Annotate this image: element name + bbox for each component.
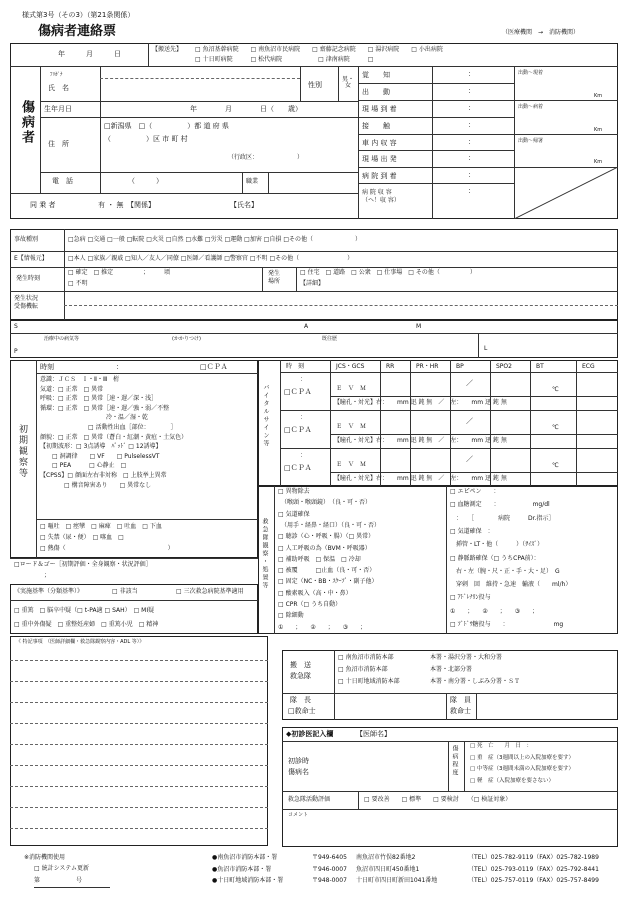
initial-observation-line[interactable]: □ 熱傷（ ） bbox=[40, 545, 174, 552]
address-line1[interactable]: □新潟県 □（ ）都 道 府 県 bbox=[104, 122, 229, 130]
treatment-right-item[interactable]: □ 血糖測定 ： mg/dl bbox=[450, 501, 550, 509]
crew-label: 搬 送 救急隊 bbox=[290, 661, 311, 680]
initial-observation-line[interactable]: 循環：□ 正常 □ 異常［速・遅／強・弱／不整 bbox=[40, 404, 170, 412]
captain-label: 隊 長 bbox=[290, 696, 311, 704]
time-row-value[interactable]: ： bbox=[468, 154, 475, 162]
treatment-right-item[interactable]: □ 気道確保 ： bbox=[450, 527, 494, 535]
contact-phone-fax: （TEL）025-782-9119（FAX）025-782-1989 bbox=[468, 854, 599, 861]
treatment-left-item[interactable]: □ 被覆 □止血（良・可・否） bbox=[278, 567, 376, 575]
contact-zip: 〒948-0007 bbox=[312, 877, 347, 884]
time-row-value[interactable]: ： bbox=[468, 187, 475, 195]
treatment-right-item[interactable]: □ ﾌﾞﾄﾞｳ糖投与 ： mg bbox=[450, 621, 564, 628]
vitals-header-cell: SPO2 bbox=[496, 363, 512, 370]
crew-unit-checkbox[interactable]: □ 南魚沼市消防本部 bbox=[338, 654, 394, 661]
road-and-go[interactable]: □ロード＆ゴー［初期評価・全身観察・状況評価］ bbox=[14, 561, 152, 568]
treatment-left-item[interactable]: （用手・経鼻・経口）（良・可・否） bbox=[278, 521, 381, 529]
time-row-label: 車 内 収 容 bbox=[362, 139, 397, 147]
vitals-header-cell: 時 刻 bbox=[286, 363, 305, 370]
treatment-right-item[interactable]: 穿刺 回 維持・急速 輸液（ ml/h） bbox=[450, 581, 572, 589]
contact-name: ●魚沼市消防本部・署 bbox=[212, 865, 272, 873]
treatment-side-label: 救急隊観察・処置等 bbox=[261, 518, 268, 590]
initial-observation-line[interactable]: □ 構音障害あり □ 異常なし bbox=[40, 481, 152, 489]
captain-emt-checkbox[interactable]: □救命士 bbox=[288, 707, 316, 715]
crew-unit-branches: 本署・南分署・しぶみ分署・ＳＴ bbox=[430, 678, 521, 685]
initial-observation-line[interactable]: □ PEA □ 心静止 □ bbox=[40, 462, 127, 470]
treatment-left-item[interactable]: □ 除細動 bbox=[278, 612, 304, 620]
doctor-section-header: ◆初診医記入欄 bbox=[286, 730, 334, 738]
place-detail[interactable]: 【詳細】 bbox=[300, 280, 325, 287]
address-label: 住 所 bbox=[48, 140, 69, 148]
crew-unit-branches: 本署・北部分署 bbox=[430, 666, 473, 673]
time-row-label: 覚 知 bbox=[362, 71, 390, 79]
sample-a: A bbox=[304, 323, 309, 330]
treatment-left-item[interactable]: □ 固定（NC・BB・ｽｸｰﾌﾟ・副子他） bbox=[278, 578, 378, 586]
distance-dispatch-hospital: 出動～病着 bbox=[518, 104, 544, 110]
observation-time-label: 時刻 bbox=[40, 363, 54, 371]
evaluation-options[interactable]: □ 要改善 □ 標準 □ 要検討 （□ 検証対象） bbox=[364, 796, 512, 803]
time-row-label: 病 院 収 容 （ヘ！収 容） bbox=[362, 189, 400, 204]
vitals-cpa-checkbox[interactable]: □ＣＰＡ bbox=[284, 388, 312, 396]
time-row-label: 出 動 bbox=[362, 88, 390, 96]
remarks-frame bbox=[10, 636, 268, 846]
vitals-header-cell: JCS・GCS bbox=[336, 363, 365, 370]
vitals-cpa-checkbox[interactable]: □ＣＰＡ bbox=[284, 426, 312, 434]
date-line[interactable]: 年 月 日 bbox=[58, 50, 121, 58]
contact-phone-fax: （TEL）025-757-0119（FAX）025-757-8499 bbox=[468, 877, 599, 884]
treatment-left-item[interactable]: □ 酸素吸入（高・中・鼻） bbox=[278, 589, 352, 597]
serial-number[interactable]: 第 号 bbox=[34, 877, 83, 884]
distance-dispatch-return: 出動～帰署 bbox=[518, 138, 544, 144]
tertiary-criteria[interactable]: □ 三次救急病院基準適用 bbox=[176, 588, 244, 595]
onset-time-options[interactable]: □ 確定 □ 推定 ； 頃 bbox=[68, 269, 171, 276]
vitals-time[interactable]: ： bbox=[300, 452, 307, 459]
vitals-bp-slash: ／ bbox=[466, 417, 473, 425]
contact-name: ●十日町地域消防本部・署 bbox=[212, 877, 284, 884]
initial-observation-line[interactable]: □ 活動性出血［部位： ］ bbox=[40, 424, 177, 431]
time-row-value[interactable]: ： bbox=[468, 104, 475, 112]
contact-address: 南魚沼市竹俣82番地2 bbox=[356, 854, 416, 861]
vitals-cpa-checkbox[interactable]: □ＣＰＡ bbox=[284, 464, 312, 472]
severity-option[interactable]: □ 死 亡 月 日 ： bbox=[470, 743, 532, 749]
severity-label: 傷病程度 bbox=[451, 745, 458, 777]
km-unit-2: Km bbox=[594, 127, 603, 133]
fire-dept-use-note: ※消防機関使用 bbox=[24, 854, 66, 861]
treatment-left-item[interactable]: □ 異物除去 bbox=[278, 488, 310, 495]
vitals-celsius: ℃ bbox=[552, 424, 559, 431]
occupation-label: 職業 bbox=[246, 178, 259, 185]
initial-observation-line[interactable]: □ 失禁（尿・便） □ 喀血 □ bbox=[40, 534, 124, 541]
vitals-header-cell: PR・HR bbox=[416, 363, 439, 370]
vitals-header-cell: ECG bbox=[582, 363, 595, 370]
treatment-right-item[interactable]: □ エピペン ： bbox=[450, 488, 500, 495]
birth-value[interactable]: 年 月 日（ 歳） bbox=[190, 105, 302, 113]
companion-value[interactable]: 有 ・ 無 【関係】 bbox=[98, 201, 155, 209]
onset-time-label: 発生時刻 bbox=[16, 275, 41, 282]
form-number: 様式第3号（その3）（第21条関係） bbox=[22, 11, 135, 19]
info-source-label: E【情報元】 bbox=[14, 255, 48, 262]
accident-type-label: 事故種別 bbox=[14, 236, 39, 243]
treatment-right-item[interactable]: □ ｱﾄﾞﾚﾅﾘﾝ投与 bbox=[450, 594, 491, 602]
sex-label: 性別 bbox=[308, 81, 322, 89]
remarks-label: 《 特記事項 （医師詳細欄・救急隊観察内容・ADL 等）》 bbox=[16, 639, 145, 645]
evaluation-label: 救急隊活動評価 bbox=[288, 796, 331, 803]
treatment-right-item[interactable]: □ 静脈路確保（□ うちCPA前）： bbox=[450, 554, 540, 562]
time-row-value[interactable]: ： bbox=[468, 121, 475, 129]
vitals-pupil[interactable]: 【瞳孔・対光】右： mm 迅 鈍 無 ／ 左： mm 迅 鈍 無 bbox=[334, 437, 507, 444]
treatment-right-item[interactable]: ① ； ② ； ③ ； bbox=[450, 607, 539, 615]
time-row-label: 接 触 bbox=[362, 122, 390, 130]
sample-m: M bbox=[416, 323, 422, 330]
hospital-checkboxes-row2[interactable]: □ 十日町病院 □ 松代病院 □ 津南病院 □ bbox=[195, 56, 374, 63]
treatment-left-item[interactable]: □ CPR（□ うち自動） bbox=[278, 601, 342, 608]
vitals-time[interactable]: ： bbox=[300, 376, 307, 383]
km-unit-1: Km bbox=[594, 93, 603, 99]
address-line2[interactable]: （ ）区 市 町 村 bbox=[104, 135, 188, 143]
criteria-none[interactable]: □ 非該当 bbox=[112, 588, 138, 595]
vitals-header-cell: BT bbox=[536, 363, 544, 370]
member-emt-label: 救命士 bbox=[450, 707, 471, 715]
phone-value[interactable]: （ ） bbox=[128, 177, 163, 185]
past-history-label: 既往歴 bbox=[322, 336, 338, 342]
vitals-celsius: ℃ bbox=[552, 462, 559, 469]
initial-observation-line[interactable]: 【CPSS】□ 顔面左右非対称 □ 上肢挙上異常 bbox=[40, 472, 167, 479]
treatment-right-item[interactable]: ： ［ 病院 Dr.指示］ bbox=[450, 514, 555, 522]
crew-unit-branches: 本署・湯沢分署・大和分署 bbox=[430, 654, 503, 661]
contact-zip: 〒946-0007 bbox=[312, 865, 347, 873]
contact-phone-fax: （TEL）025-793-0119（FAX）025-792-8441 bbox=[468, 865, 599, 873]
initial-observation-line[interactable]: 冷・温／湿・乾 bbox=[40, 414, 149, 422]
time-row-value[interactable]: ： bbox=[468, 87, 475, 95]
stats-update-checkbox[interactable]: □ 統計システム更新 bbox=[34, 865, 89, 872]
time-row-label: 現 場 出 発 bbox=[362, 155, 397, 163]
vitals-header-cell: RR bbox=[386, 363, 395, 370]
crew-unit-checkbox[interactable]: □ 魚沼市消防本部 bbox=[338, 666, 388, 673]
current-illness-label: 治療中の病気等 bbox=[44, 336, 80, 342]
place-options[interactable]: □ 住宅 □ 道路 □ 公衆 □ 仕事場 □ その他（ ） bbox=[300, 269, 476, 276]
vitals-celsius: ℃ bbox=[552, 386, 559, 393]
name-label: 氏 名 bbox=[48, 84, 69, 92]
treatment-right-item[interactable]: 挿管・LT・他（ ）（ｻｲｽﾞ） bbox=[450, 541, 544, 549]
initial-observation-label: 初期観察等 bbox=[17, 424, 27, 479]
km-unit-3: Km bbox=[594, 159, 603, 165]
vitals-evm[interactable]: Ｅ Ｖ Ｍ bbox=[336, 461, 367, 468]
criteria-row2[interactable]: □ 重中外傷疑 □ 重整妊産婦 □ 重篤小児 □ 精神 bbox=[14, 621, 159, 628]
treatment-left-item[interactable]: （喉頭・喉頭鏡） （良・可・否） bbox=[278, 499, 372, 507]
destination-label: 【搬送先】 bbox=[152, 46, 183, 53]
doctor-name-label[interactable]: 【医師名】 bbox=[356, 730, 391, 738]
primary-doctor-label: (かかりつけ) bbox=[172, 336, 201, 342]
vitals-bp-slash: ／ bbox=[466, 379, 473, 387]
accident-type-options[interactable]: □急病 □交通 □一般 □転院 □火災 □自然 □水難 □労災 □運動 □加害 □自損 □その他（ ） bbox=[68, 236, 362, 243]
initial-observation-line[interactable]: 呼吸：□ 正常 □ 異常［速・遅／深・浅］ bbox=[40, 395, 158, 403]
diagnosis-label: 初診時 傷病名 bbox=[288, 757, 309, 776]
vitals-evm[interactable]: Ｅ Ｖ Ｍ bbox=[336, 423, 367, 430]
initial-observation-line[interactable]: □ 嘔吐 □ 痙攣 □ 麻痺 □ 吐血 □ 下血 bbox=[40, 523, 162, 530]
sample-p: P bbox=[14, 348, 18, 355]
treatment-left-item[interactable]: □ 補助呼吸 □ 保温 □ 冷却 bbox=[278, 555, 361, 563]
doctor-frame bbox=[282, 727, 618, 847]
time-row-value[interactable]: ： bbox=[468, 171, 475, 179]
road-and-go-sub: ； bbox=[44, 572, 51, 579]
initial-observation-line[interactable]: 【初期波形：□ 3点誘導 ﾊﾟｯﾄﾞ □ 12誘導】 bbox=[40, 443, 162, 451]
treatment-left-item[interactable]: □ 聴診（心・呼吸・腸）（□ 異常） bbox=[278, 533, 375, 541]
phone-label: 電 話 bbox=[52, 177, 73, 185]
direction-note: （医療機関 → 消防機関） bbox=[502, 29, 580, 36]
sample-history-frame bbox=[10, 320, 618, 358]
situation-label: 発生状況 受傷機転 bbox=[14, 295, 39, 311]
companion-name[interactable]: 【氏名】 bbox=[230, 201, 258, 209]
comment-label[interactable]: コメント bbox=[288, 812, 309, 818]
vitals-frame bbox=[258, 360, 618, 486]
vitals-bp-slash: ／ bbox=[466, 455, 473, 463]
time-row-label: 病 院 到 着 bbox=[362, 172, 397, 180]
vitals-evm[interactable]: Ｅ Ｖ Ｍ bbox=[336, 385, 367, 392]
time-row-value[interactable]: ： bbox=[468, 70, 475, 78]
criteria-label: 《実施基準（分類基準）》 bbox=[14, 588, 84, 595]
onset-unknown[interactable]: □ 不明 bbox=[68, 280, 88, 287]
contact-zip: 〒949-6405 bbox=[312, 854, 347, 861]
vitals-time[interactable]: ： bbox=[300, 414, 307, 421]
vitals-pupil[interactable]: 【瞳孔・対光】右： mm 迅 鈍 無 ／ 左： mm 迅 鈍 無 bbox=[334, 399, 507, 406]
page-title: 傷病者連絡票 bbox=[38, 24, 117, 39]
companion-label: 同 乗 者 bbox=[30, 201, 56, 209]
treatment-right-item[interactable]: 右・左（腕・尺・正・手・大・足） G bbox=[450, 567, 560, 575]
severity-option[interactable]: □ 中等症（3週間未満の入院加療を要す） bbox=[470, 766, 574, 772]
sample-l: L bbox=[484, 345, 488, 352]
observation-time-value[interactable]: ： bbox=[116, 363, 123, 371]
initial-observation-line[interactable]: 気道：□ 正常 □ 異常 bbox=[40, 385, 104, 393]
initial-observation-line[interactable]: □ 洞調律 □ VF □ PulselessVT bbox=[40, 452, 160, 460]
treatment-left-item[interactable]: □ 気道確保 bbox=[278, 510, 310, 518]
treatment-left-item[interactable]: □ 人工呼吸の為（BVM・呼吸器） bbox=[278, 544, 371, 552]
vitals-pupil[interactable]: 【瞳孔・対光】右： mm 迅 鈍 無 ／ 左： mm 迅 鈍 無 bbox=[334, 475, 507, 482]
member-label: 隊 員 bbox=[450, 696, 471, 704]
severity-option[interactable]: □ 軽 症（入院加療を要さない） bbox=[470, 777, 554, 784]
furigana-label: ﾌﾘｶﾞﾅ bbox=[50, 72, 63, 78]
contact-address: 十日町市四日町新田1041番地 bbox=[356, 877, 438, 884]
distance-dispatch-scene: 出動～現着 bbox=[518, 70, 544, 76]
ward-label[interactable]: （行政区： ） bbox=[228, 154, 304, 161]
initial-observation-line[interactable]: 顔貌：□ 正常 □ 異常（蒼白・紅潮・黄疸・土気色） bbox=[40, 433, 188, 441]
initial-observation-line[interactable]: 意識：ＪＣＳ Ｉ・Ⅱ・Ⅲ 桁 bbox=[40, 376, 120, 383]
diagonal-strike bbox=[514, 167, 618, 219]
treatment-left-item[interactable]: ① ； ② ； ③ ； bbox=[278, 623, 367, 631]
contact-name: ●南魚沼市消防本部・署 bbox=[212, 854, 278, 861]
cpa-checkbox[interactable]: □ＣＰＡ bbox=[200, 363, 228, 371]
sample-s: S bbox=[14, 323, 18, 330]
vitals-side-label: バイタルサイン等 bbox=[262, 384, 269, 448]
patient-section-label: 傷病者 bbox=[19, 100, 34, 145]
sex-options[interactable]: 男・女 bbox=[342, 76, 355, 89]
birth-label: 生年月日 bbox=[44, 105, 72, 113]
severity-option[interactable]: □ 重 症（3週間以上の入院加療を要す） bbox=[470, 754, 574, 761]
contact-address: 魚沼市四日町450番地1 bbox=[356, 865, 420, 873]
time-row-value[interactable]: ： bbox=[468, 138, 475, 146]
time-row-label: 現 場 到 着 bbox=[362, 105, 397, 113]
vitals-header-cell: BP bbox=[456, 363, 464, 370]
criteria-row1[interactable]: □ 重篤 □ 脳卒中疑（□ t-PA適 □ SAH） □ MI疑 bbox=[14, 607, 155, 614]
place-label: 発生 場所 bbox=[268, 270, 281, 286]
info-source-options[interactable]: □本人 □家族／親戚 □知人／友人／同僚 □医師／看護師 □警察官 □不明 □その他（ ） bbox=[68, 255, 354, 262]
crew-unit-checkbox[interactable]: □ 十日町地域消防本部 bbox=[338, 678, 400, 685]
hospital-checkboxes-row1[interactable]: □ 魚沼基幹病院 □ 南魚沼市民病院 □ 齋藤記念病院 □ 湯沢病院 □ 小出病院 bbox=[195, 46, 443, 53]
